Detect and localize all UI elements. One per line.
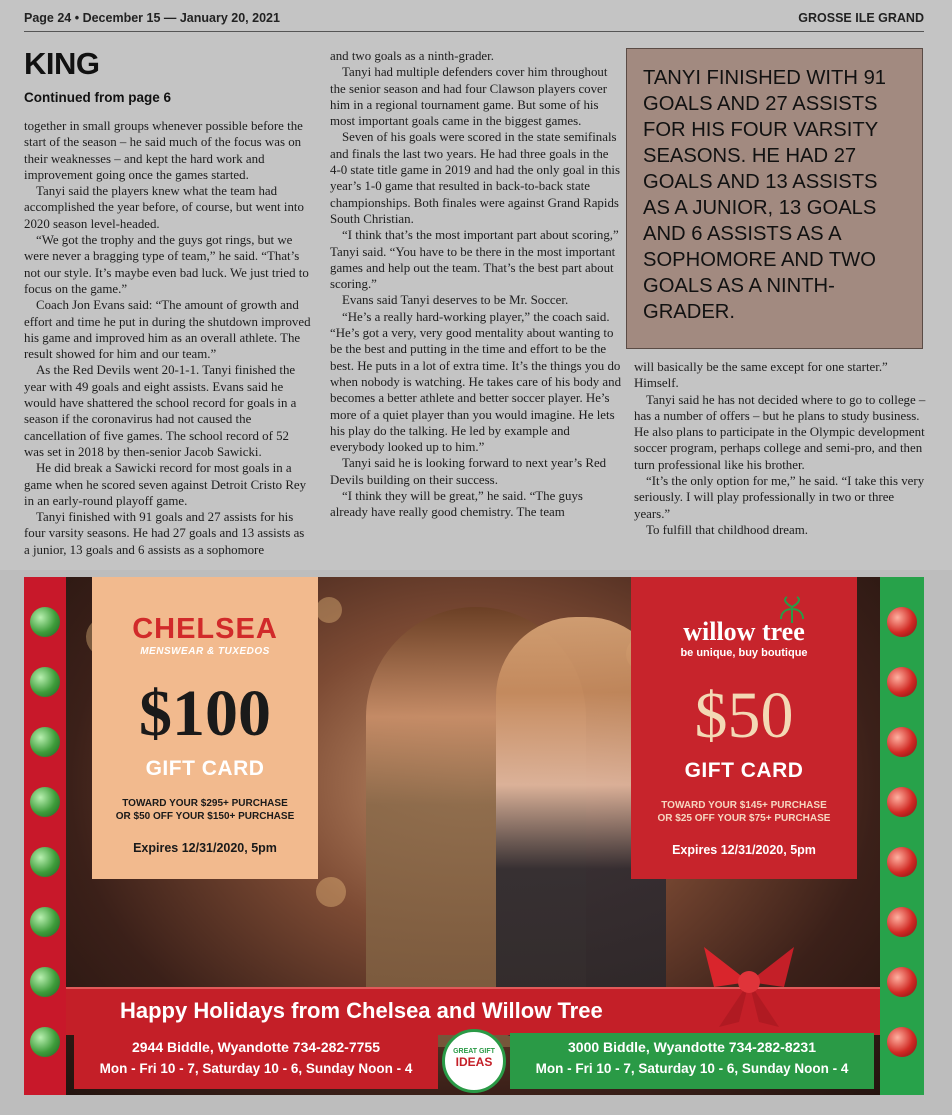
ornament-icon — [887, 907, 917, 937]
ornament-icon — [30, 1027, 60, 1057]
paragraph: and two goals as a ninth-grader. — [330, 49, 494, 63]
paragraph: Tanyi said he is looking forward to next year’s Red Devils building on their success. — [330, 456, 607, 487]
great-gift-ideas-badge — [442, 1029, 506, 1093]
chelsea-terms — [92, 797, 318, 823]
ornament-icon — [30, 907, 60, 937]
ornament-icon — [887, 667, 917, 697]
paragraph: Tanyi had multiple defenders cover him throughout the senior season and had four Clawson players cover him in a regional tournament game. But some of his most important goals came in the biggest games. — [330, 65, 608, 129]
willow-tree-expiry: Expires 12/31/2020, 5pm — [672, 843, 816, 857]
article-column-1 — [24, 118, 311, 558]
ornament-icon — [887, 847, 917, 877]
paragraph: As the Red Devils went 20-1-1. Tanyi finished the year with 49 goals and eight assists. Evans said he would have shattered the school record for goals in a season if the coronavirus had not caused the cancellation of five games. The school record of 52 was set in 2018 by then-senior Jacob Sawicki. — [24, 363, 297, 459]
willow-tree-icon — [777, 595, 807, 625]
right-ornament-strip — [880, 577, 924, 1095]
badge-top-text: GREAT GIFT — [453, 1048, 495, 1055]
paragraph: Tanyi said the players knew what the team had accomplished the year before, of course, but went into 2020 season level-headed. — [24, 184, 304, 231]
paragraph: “We got the trophy and the guys got rings, but we were never a bragging type of team,” he said. “That’s not our style. It’s maybe even bad luck. We just tried to focus on the game.” — [24, 233, 309, 296]
paragraph: Coach Jon Evans said: “The amount of growth and effort and time he put in during the shutdown improved his game and improved him as an overall athlete. The result showed for him and our team.” — [24, 298, 311, 362]
willow-tree-amount: $50 — [694, 679, 794, 752]
pull-quote-box — [626, 48, 923, 349]
bokeh-light — [316, 597, 342, 623]
continued-from: Continued from page 6 — [24, 90, 172, 105]
paragraph: “It’s the only option for me,” he said. “I take this very seriously. I will play professionally in two or three years.” — [634, 474, 925, 521]
willow-tree-store-info — [510, 1033, 874, 1089]
willow-tree-terms — [631, 799, 857, 825]
ornament-icon — [887, 607, 917, 637]
article-column-3 — [634, 359, 926, 538]
willow-tree-hours: Mon - Fri 10 - 7, Saturday 10 - 6, Sunday Noon - 4 — [535, 1061, 849, 1076]
paragraph: will basically be the same except for one starter.” Himself. — [634, 360, 888, 391]
chelsea-gift-card-panel — [92, 577, 318, 879]
chelsea-address: 2944 Biddle, Wyandotte 734-282-7755 — [132, 1039, 380, 1055]
terms-line: OR $25 OFF YOUR $75+ PURCHASE — [657, 813, 831, 824]
chelsea-logo: CHELSEA — [132, 613, 278, 645]
paragraph: “I think that’s the most important part about scoring,” Tanyi said. “You have to be there in the most important games and help out the team. That’s the best part about scoring.” — [330, 228, 619, 292]
ornament-icon — [887, 967, 917, 997]
ornament-icon — [887, 727, 917, 757]
header-rule — [24, 31, 924, 32]
chelsea-tagline: MENSWEAR & TUXEDOS — [140, 646, 270, 657]
article-column-2 — [330, 48, 622, 521]
page-header-publication: GROSSE ILE GRAND — [798, 11, 924, 25]
paragraph: together in small groups whenever possible before the start of the season – he said much of the focus was on their weaknesses – and kept the hard work and improvement going once the games started. — [24, 119, 303, 182]
paragraph: To fulfill that childhood dream. — [646, 522, 808, 537]
terms-line: TOWARD YOUR $295+ PURCHASE — [122, 798, 288, 809]
paragraph: Evans said Tanyi deserves to be Mr. Soccer. — [342, 293, 569, 308]
chelsea-store-info — [74, 1033, 438, 1089]
paragraph: “He’s a really hard-working player,” the coach said. “He’s got a very, very good mentality about wanting to be the best and putting in the time and effort to be the best. He puts in a lot of extra time. It’s the things you do when nobody is watching. He takes care of his body and becomes a better athlete and better soccer player. He’s more of a quiet player than you would imagine. He lets his play do the talking. He led by example and everybody looked up to him.” — [330, 309, 622, 455]
willow-tree-tagline: be unique, buy boutique — [680, 647, 808, 659]
chelsea-gift-card-label: GIFT CARD — [145, 757, 265, 780]
terms-line: OR $50 OFF YOUR $150+ PURCHASE — [115, 811, 295, 822]
paragraph: Tanyi finished with 91 goals and 27 assists for his four varsity seasons. He had 27 goals and 13 assists as a junior, 13 goals and 6 assists as a sophomore — [24, 510, 305, 557]
paragraph: Tanyi said he has not decided where to go to college – has a number of offers – but he plans to study business. He also plans to participate in the Olympic development soccer program, perhaps college and semi-pro, and then turn professional like his brother. — [634, 392, 926, 472]
ornament-icon — [30, 667, 60, 697]
ornament-icon — [30, 847, 60, 877]
willow-tree-address: 3000 Biddle, Wyandotte 734-282-8231 — [568, 1039, 816, 1055]
ornament-icon — [30, 967, 60, 997]
holiday-advertisement — [24, 577, 924, 1095]
ornament-icon — [887, 1027, 917, 1057]
chelsea-hours: Mon - Fri 10 - 7, Saturday 10 - 6, Sunday Noon - 4 — [99, 1061, 413, 1076]
paragraph: He did break a Sawicki record for most goals in a game when he scored seven against Detroit Cristo Rey in an early-round playoff game. — [24, 461, 307, 508]
pull-quote-text: TANYI FINISHED WITH 91 GOALS AND 27 ASSISTS FOR HIS FOUR VARSITY SEASONS. HE HAD 27 GOALS AND 13 ASSISTS AS A JUNIOR, 13 GOALS AND 6 ASSISTS AS A SOPHOMORE AND TWO GOALS AS A NINTH-GRADER. — [643, 67, 887, 323]
page-header-date: Page 24 • December 15 — January 20, 2021 — [24, 11, 280, 25]
chelsea-amount: $100 — [139, 677, 271, 750]
willow-tree-gift-card-panel — [631, 577, 857, 879]
badge-main-text: IDEAS — [455, 1055, 493, 1069]
gift-bow-icon — [689, 927, 809, 1037]
chelsea-expiry: Expires 12/31/2020, 5pm — [133, 841, 277, 855]
article-headline: KING — [24, 46, 100, 81]
paragraph: “I think they will be great,” he said. “The guys already have really good chemistry. The team — [330, 489, 583, 520]
willow-tree-logo: willow tree — [683, 617, 805, 646]
ornament-icon — [30, 727, 60, 757]
ornament-icon — [30, 607, 60, 637]
ornament-icon — [30, 787, 60, 817]
ornament-icon — [887, 787, 917, 817]
left-ornament-strip — [24, 577, 66, 1095]
willow-tree-gift-card-label: GIFT CARD — [684, 759, 804, 782]
banner-text: Happy Holidays from Chelsea and Willow Tree — [120, 998, 603, 1023]
bokeh-light — [316, 877, 346, 907]
terms-line: TOWARD YOUR $145+ PURCHASE — [661, 800, 827, 811]
paragraph: Seven of his goals were scored in the state semifinals and finals the last two years. He had three goals in the 4-0 state title game in 2019 and had the only goal in this year’s 1-0 game that resulted in back-to-back state championships. Both finales were against Grand Rapids South Christian. — [330, 130, 620, 226]
